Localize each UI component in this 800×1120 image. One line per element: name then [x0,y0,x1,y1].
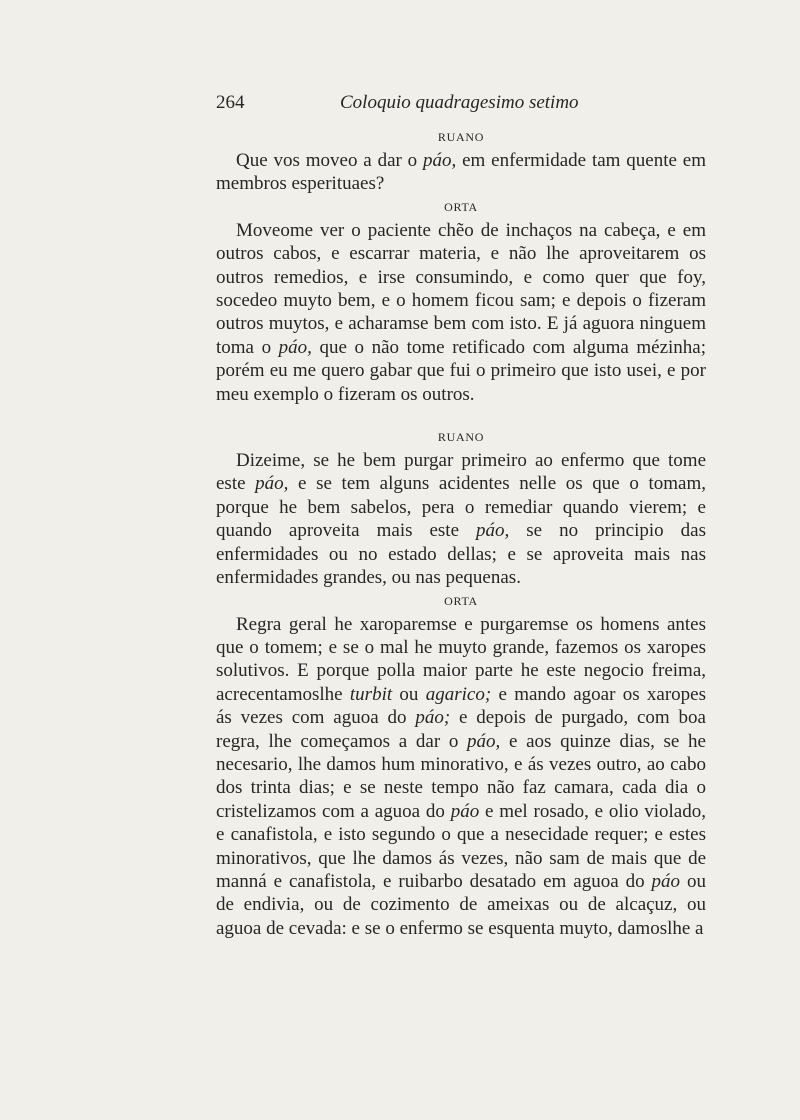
page-header [216,92,706,118]
text-run: Moveome ver o paciente chẽo de inchaços na cabeça, e em outros cabos, e escarrar materia, e não lhe aproveitarem os outros remedios, e irse consumindo, e como quer que foy, socedeo muyto bem, e o homem ficou sam; e depois o fizeram outros muytos, e acharamse bem com isto. E já aguora ninguem toma o [216,219,706,358]
speaker-label: RUANO [437,130,485,144]
italic-term: páo [450,800,480,822]
speaker-label: ORTA [444,199,478,214]
dialogue-body [216,130,706,944]
text-run: e mel rosado, e olio violado, e canafistola, e isto segundo o que a nesecidade requer; e estes minorativos, que lhe damos ás vezes, não sam de mais que de manná e canafistola, e ruibarbo desatado em aguoa do [216,800,706,892]
italic-term: páo, [467,730,501,752]
page-number: 264 [216,92,245,113]
text-run: Dizeime, se he bem purgar primeiro ao enfermo que tome este [216,450,706,495]
text-run: e aos quinze dias, se he necesario, lhe damos hum minorativo, e ás vezes outro, ao cabo dos trinta dias; e se neste tempo não faz camara, cada dia o cristelizamos com a aguoa do [216,730,706,822]
italic-term: páo; [415,707,451,729]
text-run: Regra geral he xaroparemse e purgaremse os homens antes que o tomem; e se o mal he muyto grande, fazemos os xaropes solutivos. E porque polla maior parte he este negocio freima, acrecentamoslhe [216,613,706,705]
italic-term: páo, [255,473,289,495]
italic-term: páo [651,870,681,892]
dialogue-paragraph [216,219,706,406]
italic-term: páo, [423,150,457,171]
text-run: e se tem alguns acidentes nelle os que o tomam, porque he bem sabelos, pera o remediar quando vierem; e quando aproveita mais este [216,473,706,542]
italic-term: páo, [278,336,312,358]
text-run: que o não tome retificado com alguma mézinha; porém eu me quero gabar que fui o primeiro que isto usei, e por meu exemplo o fizeram os outros. [216,336,707,405]
italic-term: turbit [349,683,393,705]
text-run: e mando agoar os xaropes ás vezes com aguoa do [216,683,706,729]
dialogue-paragraph [216,449,706,589]
italic-term: páo, [476,520,510,542]
speaker-label: ORTA [444,593,478,608]
text-run: se no principio das enfermidades ou no estado dellas; e se aproveita mais nas enfermidades grandes, ou nas pequenas. [216,520,706,589]
running-title: Coloquio quadragesimo setimo [340,92,579,113]
italic-term: agarico; [425,683,492,705]
dialogue-paragraph [216,613,706,941]
text-run: e depois de purgado, com boa regra, lhe começamos a dar o [216,707,706,752]
dialogue-paragraph [216,149,706,196]
text-run: ou de endivia, ou de cozimento de ameixas ou de alcaçuz, ou aguoa de cevada: e se o enfermo se esquenta muyto, damoslhe a [216,870,706,939]
text-run: em enfermidade tam quente em membros esperituaes? [216,150,706,195]
text-run: ou [392,683,426,705]
speaker-label: RUANO [437,430,485,445]
text-run: Que vos moveo a dar o [236,150,424,171]
